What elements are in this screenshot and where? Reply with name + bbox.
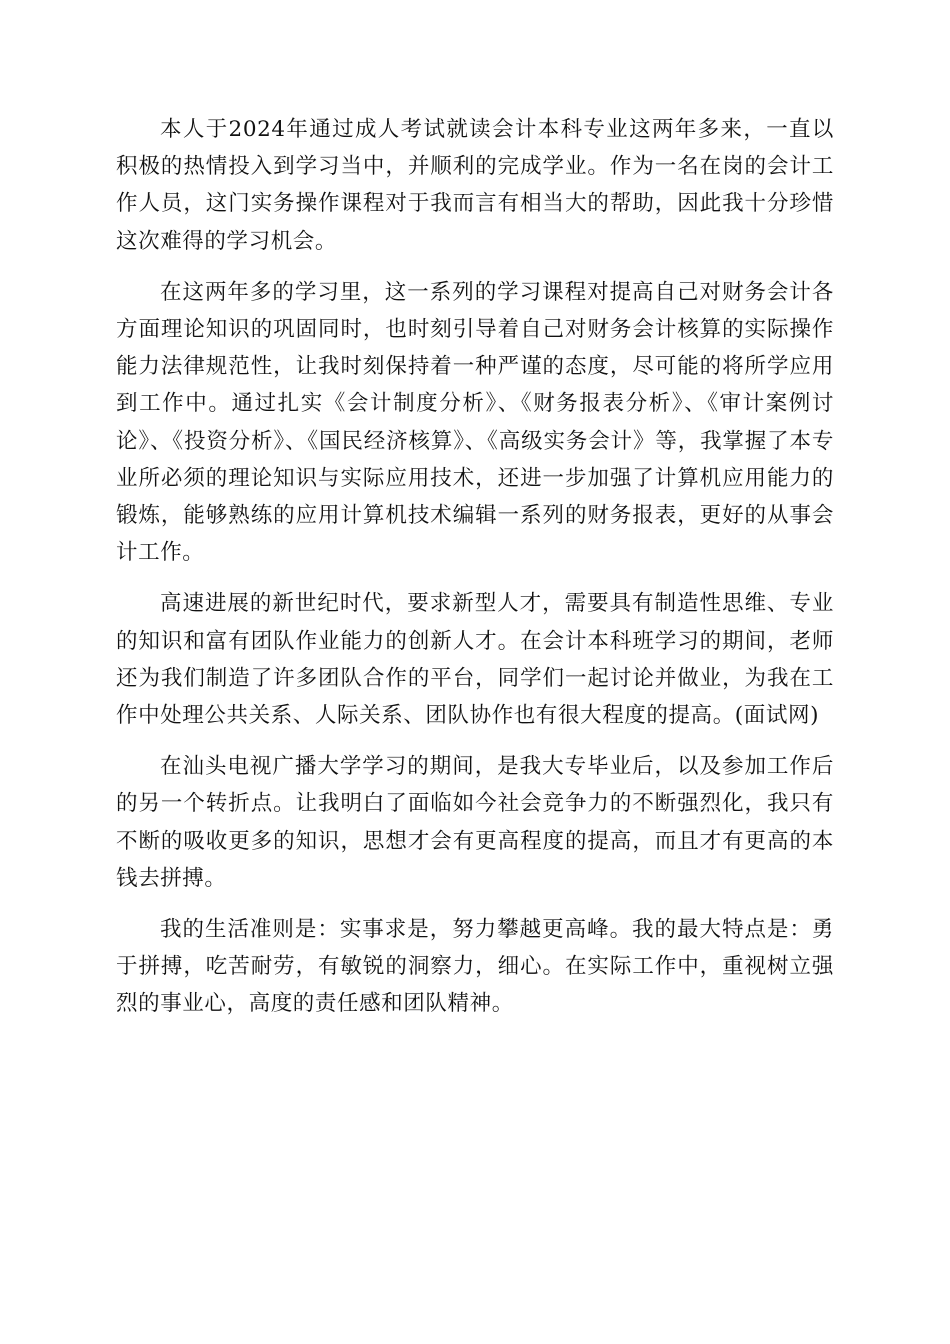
paragraph-3: 高速进展的新世纪时代，要求新型人才，需要具有制造性思维、专业的知识和富有团队作业能力的创新人才。在会计本科班学习的期间，老师还为我们制造了许多团队合作的平台，同学们一起讨论并做业，为我在工作中处理公共关系、人际关系、团队协作也有很大程度的提高。(面试网)	[116, 591, 834, 729]
paragraph-5: 我的生活准则是：实事求是，努力攀越更高峰。我的最大特点是：勇于拼搏，吃苦耐劳，有敏锐的洞察力，细心。在实际工作中，重视树立强烈的事业心，高度的责任感和团队精神。	[116, 917, 834, 1017]
paragraph-2: 在这两年多的学习里，这一系列的学习课程对提高自己对财务会计各方面理论知识的巩固同时，也时刻引导着自己对财务会计核算的实际操作能力法律规范性，让我时刻保持着一种严谨的态度，尽可能的将所学应用到工作中。通过扎实《会计制度分析》、《财务报表分析》、《审计案例讨论》、《投资分析》、《国民经济核算》、《高级实务会计》等，我掌握了本专业所必须的理论知识与实际应用技术，还进一步加强了计算机应用能力的锻炼，能够熟练的应用计算机技术编辑一系列的财务报表，更好的从事会计工作。	[116, 279, 834, 566]
document-body	[116, 111, 834, 1037]
paragraph-4: 在汕头电视广播大学学习的期间，是我大专毕业后，以及参加工作后的另一个转折点。让我明白了面临如今社会竞争力的不断强烈化，我只有不断的吸收更多的知识，思想才会有更高程度的提高，而且才有更高的本钱去拼搏。	[116, 754, 834, 891]
paragraph-1: 本人于2024年通过成人考试就读会计本科专业这两年多来，一直以积极的热情投入到学习当中，并顺利的完成学业。作为一名在岗的会计工作人员，这门实务操作课程对于我而言有相当大的帮助，因此我十分珍惜这次难得的学习机会。	[116, 117, 834, 254]
